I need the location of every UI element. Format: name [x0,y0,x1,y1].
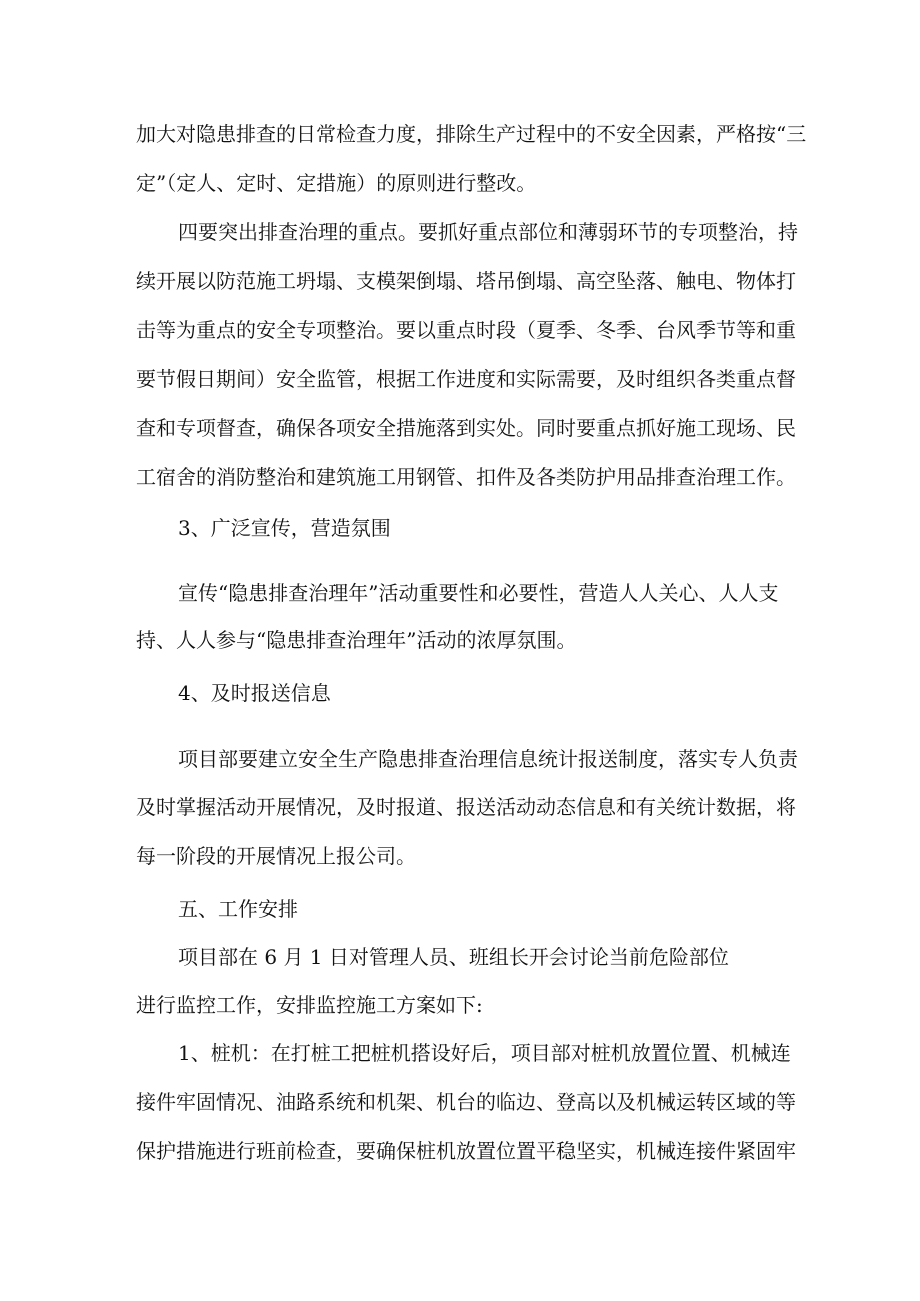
section-heading-4: 4、及时报送信息 [178,681,331,705]
text-line-11: 持、人人参与“隐患排查治理年”活动的浓厚氛围。 [136,628,577,652]
text-line-14: 及时掌握活动开展情况，及时报道、报送活动动态信息和有关统计数据，将 [136,795,796,819]
text-line-3: 四要突出排查治理的重点。要抓好重点部位和薄弱环节的专项整治，持 [178,220,798,244]
section-heading-3: 3、广泛宣传，营造氛围 [178,516,391,540]
text-line-1: 加大对隐患排查的日常检查力度，排除生产过程中的不安全因素，严格按“三 [136,122,807,146]
text-line-19: 1、桩机：在打桩工把桩机搭设好后，项目部对桩机放置位置、机械连 [178,1041,791,1065]
text-line-20: 接件牢固情况、油路系统和机架、机台的临边、登高以及机械运转区域的等 [136,1090,796,1114]
text-line-4: 续开展以防范施工坍塌、支模架倒塌、塔吊倒塌、高空坠落、触电、物体打 [136,269,796,293]
text-line-6: 要节假日期间）安全监管，根据工作进度和实际需要，及时组织各类重点督 [136,367,796,391]
text-line-18: 进行监控工作，安排监控施工方案如下: [136,993,483,1017]
text-line-8: 工宿舍的消防整治和建筑施工用钢管、扣件及各类防护用品排查治理工作。 [136,465,796,489]
text-line-5: 击等为重点的安全专项整治。要以重点时段（夏季、冬季、台风季节等和重 [136,318,796,342]
text-line-10: 宣传“隐患排查治理年”活动重要性和必要性，营造人人关心、人人支 [178,581,779,605]
text-line-15: 每一阶段的开展情况上报公司。 [136,844,416,868]
text-line-21: 保护措施进行班前检查，要确保桩机放置位置平稳坚实，机械连接件紧固牢 [136,1139,796,1163]
text-line-2: 定”（定人、定时、定措施）的原则进行整改。 [136,171,537,195]
section-heading-5: 五、工作安排 [178,897,298,921]
text-line-7: 查和专项督查，确保各项安全措施落到实处。同时要重点抓好施工现场、民 [136,416,796,440]
text-line-13: 项目部要建立安全生产隐患排查治理信息统计报送制度，落实专人负责 [178,747,798,771]
text-line-17: 项目部在 6 月 1 日对管理人员、班组长开会讨论当前危险部位 [178,945,729,969]
